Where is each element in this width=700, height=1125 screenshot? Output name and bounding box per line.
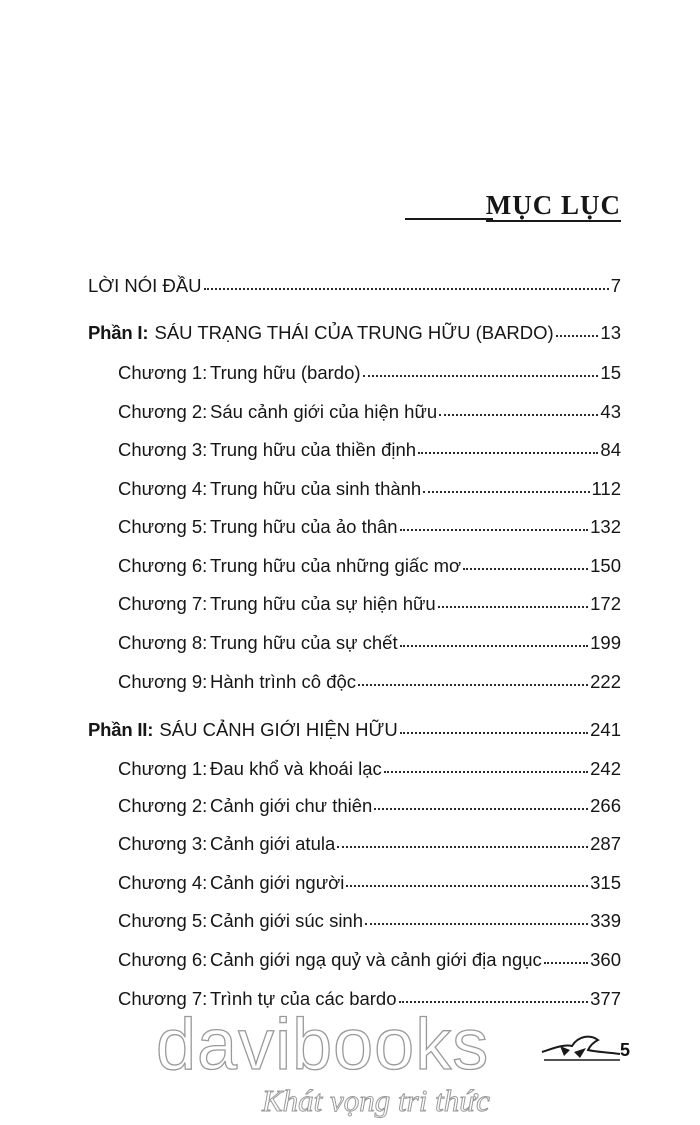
chapter-number: Chương 6: bbox=[118, 555, 208, 576]
chapter-label bbox=[118, 437, 416, 463]
dot-leader bbox=[400, 525, 589, 531]
page-number: 266 bbox=[590, 795, 621, 816]
chapter-title: Sáu cảnh giới của hiện hữu bbox=[210, 401, 438, 422]
toc-chapter-entry bbox=[118, 360, 621, 386]
page-number: 112 bbox=[591, 478, 621, 499]
page-number: 339 bbox=[590, 910, 621, 931]
chapter-title: Trình tự của các bardo bbox=[210, 988, 397, 1009]
chapter-label bbox=[118, 399, 437, 425]
chapter-label bbox=[118, 360, 361, 386]
page-number: 172 bbox=[590, 593, 621, 614]
toc-chapter-entry bbox=[118, 591, 621, 617]
page-number: 241 bbox=[590, 719, 621, 740]
page-number: 43 bbox=[600, 401, 621, 422]
page-number: 7 bbox=[610, 275, 621, 296]
title-block bbox=[405, 190, 621, 224]
toc-entry-part-1 bbox=[88, 320, 621, 346]
dot-leader bbox=[463, 564, 588, 570]
chapter-title: Hành trình cô độc bbox=[210, 671, 357, 692]
toc-chapter-entry bbox=[118, 553, 621, 579]
dot-leader bbox=[418, 448, 598, 454]
dot-leader bbox=[365, 919, 588, 925]
toc-chapter-entry bbox=[118, 793, 621, 819]
toc-chapter-entry bbox=[118, 756, 621, 782]
part-title: SÁU TRẠNG THÁI CỦA TRUNG HỮU (BARDO) bbox=[154, 322, 554, 343]
part-label bbox=[88, 320, 554, 346]
dot-leader bbox=[400, 728, 588, 734]
toc-chapter-entry bbox=[118, 947, 621, 973]
chapter-number: Chương 1: bbox=[118, 758, 208, 779]
page-title: MỤC LỤC bbox=[485, 190, 621, 220]
chapter-number: Chương 2: bbox=[118, 795, 208, 816]
chapter-label bbox=[118, 476, 421, 502]
chapter-number: Chương 1: bbox=[118, 362, 208, 383]
chapter-label bbox=[118, 831, 335, 857]
page-number: 242 bbox=[590, 758, 621, 779]
chapter-label bbox=[118, 514, 398, 540]
chapter-number: Chương 6: bbox=[118, 949, 208, 970]
toc-chapter-entry bbox=[118, 669, 621, 695]
toc-chapter-entry bbox=[118, 908, 621, 934]
chapter-number: Chương 3: bbox=[118, 833, 208, 854]
chapter-number: Chương 5: bbox=[118, 910, 208, 931]
toc-chapter-entry bbox=[118, 399, 621, 425]
dot-leader bbox=[358, 680, 588, 686]
chapter-title: Đau khổ và khoái lạc bbox=[210, 758, 382, 779]
part-prefix: Phần I bbox=[88, 322, 143, 343]
dot-leader bbox=[544, 958, 588, 964]
dot-leader bbox=[423, 487, 589, 493]
part-prefix: Phần II bbox=[88, 719, 148, 740]
dot-leader bbox=[438, 602, 588, 608]
dot-leader bbox=[400, 641, 589, 647]
chapter-number: Chương 7: bbox=[118, 593, 208, 614]
chapter-number: Chương 4: bbox=[118, 478, 208, 499]
part-label bbox=[88, 717, 398, 743]
part-title: SÁU CẢNH GIỚI HIỆN HỮU bbox=[159, 719, 398, 740]
chapter-label bbox=[118, 908, 363, 934]
dot-leader bbox=[399, 997, 589, 1003]
chapter-title: Trung hữu của thiền định bbox=[210, 439, 417, 460]
toc-chapter-entry bbox=[118, 437, 621, 463]
toc-chapter-entry bbox=[118, 630, 621, 656]
page-number: 287 bbox=[590, 833, 621, 854]
page-number: 377 bbox=[590, 988, 621, 1009]
page-number: 360 bbox=[590, 949, 621, 970]
chapter-label bbox=[118, 793, 372, 819]
chapter-title: Trung hữu của ảo thân bbox=[210, 516, 398, 537]
page-number: 222 bbox=[590, 671, 621, 692]
chapter-label bbox=[118, 756, 382, 782]
chapter-title: Cảnh giới người bbox=[210, 872, 345, 893]
chapter-title: Trung hữu của sự chết bbox=[210, 632, 398, 653]
chapter-label bbox=[118, 553, 461, 579]
page-number-footer: 5 bbox=[620, 1040, 631, 1060]
chapter-number: Chương 8: bbox=[118, 632, 208, 653]
dot-leader bbox=[439, 410, 598, 416]
chapter-title: Cảnh giới chư thiên bbox=[210, 795, 373, 816]
chapter-title: Trung hữu của những giấc mơ bbox=[210, 555, 462, 576]
chapter-title: Cảnh giới atula bbox=[210, 833, 336, 854]
part-separator: : bbox=[142, 322, 149, 343]
entry-title: LỜI NÓI ĐẦU bbox=[88, 275, 202, 296]
page-number: 15 bbox=[600, 362, 621, 383]
chapter-label bbox=[118, 630, 398, 656]
chapter-number: Chương 9: bbox=[118, 671, 208, 692]
chapter-number: Chương 2: bbox=[118, 401, 208, 422]
toc-chapter-entry bbox=[118, 870, 621, 896]
part-separator: : bbox=[147, 719, 154, 740]
toc-entry-part-2 bbox=[88, 717, 621, 743]
chapter-label bbox=[118, 947, 542, 973]
dot-leader bbox=[337, 842, 588, 848]
page-number: 315 bbox=[590, 872, 621, 893]
dot-leader bbox=[363, 371, 599, 377]
page-number: 150 bbox=[590, 555, 621, 576]
dot-leader bbox=[556, 331, 599, 337]
title-rule bbox=[405, 218, 493, 220]
page-number: 84 bbox=[600, 439, 621, 460]
chapter-label bbox=[118, 591, 436, 617]
chapter-title: Trung hữu của sinh thành bbox=[210, 478, 422, 499]
toc-entry-preface bbox=[88, 273, 621, 299]
toc-chapter-entry bbox=[118, 476, 621, 502]
toc-chapter-entry bbox=[118, 831, 621, 857]
chapter-label bbox=[118, 870, 344, 896]
chapter-number: Chương 5: bbox=[118, 516, 208, 537]
chapter-number: Chương 4: bbox=[118, 872, 208, 893]
watermark-brand: davibooks bbox=[156, 1005, 490, 1085]
chapter-title: Cảnh giới ngạ quỷ và cảnh giới địa ngục bbox=[210, 949, 542, 970]
watermark-tagline: Khát vọng tri thức bbox=[262, 1083, 490, 1118]
page-number: 13 bbox=[600, 322, 621, 343]
chapter-number: Chương 7: bbox=[118, 988, 208, 1009]
page-number: 132 bbox=[590, 516, 621, 537]
dot-leader bbox=[204, 284, 609, 290]
dot-leader bbox=[384, 767, 588, 773]
dot-leader bbox=[374, 804, 588, 810]
chapter-title: Cảnh giới súc sinh bbox=[210, 910, 364, 931]
chapter-number: Chương 3: bbox=[118, 439, 208, 460]
page-number: 199 bbox=[590, 632, 621, 653]
toc-chapter-entry bbox=[118, 514, 621, 540]
dot-leader bbox=[346, 881, 588, 887]
chapter-label bbox=[118, 669, 356, 695]
chapter-title: Trung hữu (bardo) bbox=[210, 362, 361, 383]
chapter-title: Trung hữu của sự hiện hữu bbox=[210, 593, 436, 614]
